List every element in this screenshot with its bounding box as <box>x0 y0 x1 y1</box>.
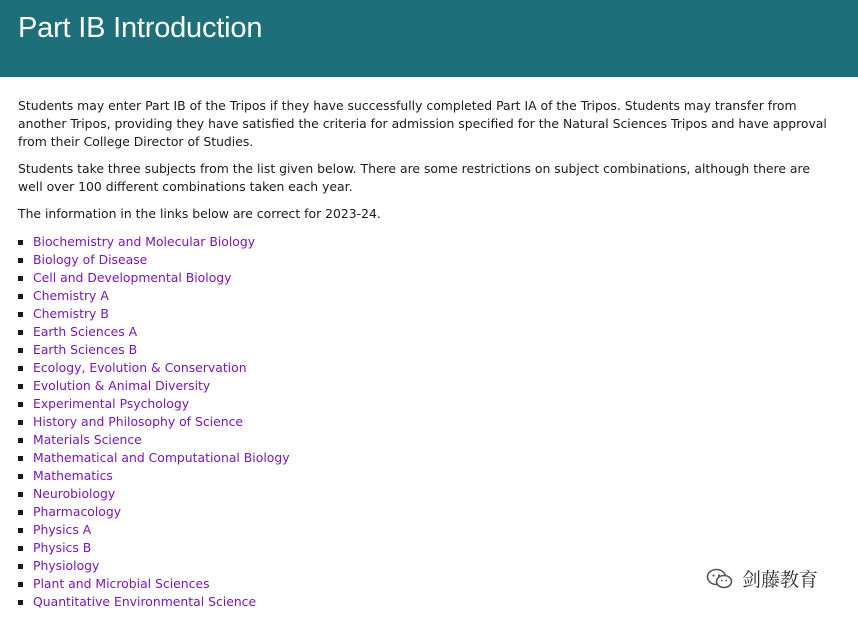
list-item <box>18 485 838 503</box>
list-item <box>18 521 838 539</box>
bullet-icon <box>18 294 23 299</box>
subject-link[interactable]: Physics B <box>33 540 92 555</box>
bullet-icon <box>18 384 23 389</box>
page-header <box>0 0 858 77</box>
intro-paragraph-3: The information in the links below are correct for 2023-24. <box>18 206 381 221</box>
bullet-icon <box>18 330 23 335</box>
list-item <box>18 395 838 413</box>
subject-link[interactable]: Neurobiology <box>33 486 116 501</box>
watermark <box>706 565 818 592</box>
subject-link[interactable]: Physics A <box>33 522 92 537</box>
main-content <box>0 77 858 611</box>
list-item <box>18 431 838 449</box>
list-item <box>18 251 838 269</box>
list-item <box>18 413 838 431</box>
subject-link[interactable]: Ecology, Evolution & Conservation <box>33 360 247 375</box>
bullet-icon <box>18 276 23 281</box>
subject-link[interactable]: Materials Science <box>33 432 142 447</box>
subject-link[interactable]: History and Philosophy of Science <box>33 414 243 429</box>
intro-paragraph-1: Students may enter Part IB of the Tripos if they have successfully completed Part IA of the Tripos. Students may transfer from another Tripos, providing they have satisfied the criteria for admission specified for the Natural Sciences Tripos and have approval from their College Director of Studies. <box>18 98 827 149</box>
list-item <box>18 269 838 287</box>
list-item <box>18 287 838 305</box>
list-item <box>18 305 838 323</box>
list-item <box>18 359 838 377</box>
list-item <box>18 539 838 557</box>
bullet-icon <box>18 348 23 353</box>
subject-link[interactable]: Pharmacology <box>33 504 122 519</box>
bullet-icon <box>18 420 23 425</box>
bullet-icon <box>18 564 23 569</box>
subject-link[interactable]: Cell and Developmental Biology <box>33 270 232 285</box>
bullet-icon <box>18 312 23 317</box>
bullet-icon <box>18 474 23 479</box>
subject-link[interactable]: Experimental Psychology <box>33 396 190 411</box>
bullet-icon <box>18 582 23 587</box>
list-item <box>18 233 838 251</box>
intro-paragraph-2: Students take three subjects from the list given below. There are some restrictions on subject combinations, although there are well over 100 different combinations taken each year. <box>18 161 810 194</box>
subject-link[interactable]: Mathematical and Computational Biology <box>33 450 290 465</box>
bullet-icon <box>18 402 23 407</box>
subject-link[interactable]: Earth Sciences A <box>33 324 138 339</box>
bullet-icon <box>18 492 23 497</box>
list-item <box>18 503 838 521</box>
bullet-icon <box>18 456 23 461</box>
subject-link[interactable]: Biology of Disease <box>33 252 148 267</box>
subject-link[interactable]: Plant and Microbial Sciences <box>33 576 210 591</box>
bullet-icon <box>18 510 23 515</box>
subject-link[interactable]: Earth Sciences B <box>33 342 138 357</box>
bullet-icon <box>18 600 23 605</box>
subject-link[interactable]: Mathematics <box>33 468 113 483</box>
list-item <box>18 593 838 611</box>
subject-link[interactable]: Physiology <box>33 558 100 573</box>
subject-link[interactable]: Quantitative Environmental Science <box>33 594 257 609</box>
list-item <box>18 449 838 467</box>
page-title: Part IB Introduction <box>18 12 263 44</box>
subject-link[interactable]: Chemistry A <box>33 288 109 303</box>
subject-link[interactable]: Chemistry B <box>33 306 109 321</box>
subject-link[interactable]: Biochemistry and Molecular Biology <box>33 234 256 249</box>
bullet-icon <box>18 240 23 245</box>
list-item <box>18 341 838 359</box>
wechat-icon <box>706 567 734 591</box>
list-item <box>18 467 838 485</box>
watermark-text: 剑藤教育 <box>742 569 819 591</box>
bullet-icon <box>18 438 23 443</box>
bullet-icon <box>18 366 23 371</box>
subject-link[interactable]: Evolution & Animal Diversity <box>33 378 211 393</box>
bullet-icon <box>18 528 23 533</box>
list-item <box>18 377 838 395</box>
subject-list <box>18 233 838 611</box>
list-item <box>18 323 838 341</box>
bullet-icon <box>18 258 23 263</box>
bullet-icon <box>18 546 23 551</box>
